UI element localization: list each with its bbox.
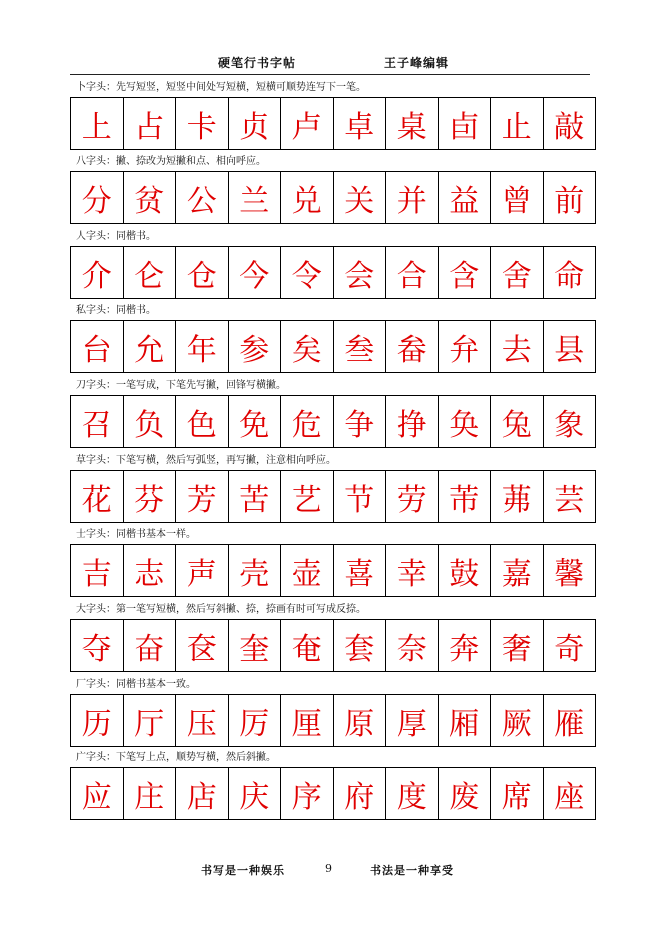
practice-char: 夺	[71, 620, 124, 671]
practice-char: 厢	[439, 695, 492, 746]
practice-char: 厉	[229, 695, 282, 746]
practice-char: 含	[439, 247, 492, 298]
practice-char: 奋	[124, 620, 177, 671]
practice-char: 芾	[439, 471, 492, 522]
practice-char: 卢	[281, 98, 334, 149]
page-footer	[0, 862, 666, 880]
practice-char: 益	[439, 172, 492, 223]
section-note: 厂字头：同楷书基本一致。	[76, 679, 196, 690]
practice-char: 危	[281, 396, 334, 447]
practice-char: 奎	[229, 620, 282, 671]
footer-motto-left: 书写是一种娱乐	[201, 864, 285, 877]
practice-char: 茀	[491, 471, 544, 522]
practice-char: 庄	[124, 768, 177, 819]
practice-char: 召	[71, 396, 124, 447]
practice-char: 曾	[491, 172, 544, 223]
practice-char: 历	[71, 695, 124, 746]
practice-char: 原	[334, 695, 387, 746]
practice-char: 贞	[229, 98, 282, 149]
practice-char: 桌	[386, 98, 439, 149]
practice-char: 仑	[124, 247, 177, 298]
practice-char: 芬	[124, 471, 177, 522]
practice-grid	[70, 320, 596, 373]
practice-char: 壶	[281, 545, 334, 596]
practice-char: 席	[491, 768, 544, 819]
practice-char: 止	[491, 98, 544, 149]
practice-char: 介	[71, 247, 124, 298]
practice-char: 免	[229, 396, 282, 447]
practice-char: 弁	[439, 321, 492, 372]
practice-char: 奢	[491, 620, 544, 671]
practice-char: 奂	[439, 396, 492, 447]
section-note: 士字头：同楷书基本一样。	[76, 529, 196, 540]
practice-section-bu	[70, 79, 598, 150]
practice-section-guang	[70, 749, 598, 820]
footer-motto-right: 书法是一种享受	[370, 864, 454, 877]
practice-char: 声	[176, 545, 229, 596]
practice-char: 色	[176, 396, 229, 447]
practice-grid	[70, 619, 596, 672]
practice-char: 命	[554, 258, 585, 294]
practice-grid	[70, 470, 596, 523]
practice-char: 象	[554, 407, 585, 443]
section-note: 广字头：下笔写上点，顺势写横，然后斜撇。	[76, 752, 276, 763]
practice-grid	[70, 97, 596, 150]
practice-char: 喜	[334, 545, 387, 596]
practice-section-ren	[70, 228, 598, 299]
practice-char: 兑	[281, 172, 334, 223]
practice-char: 争	[334, 396, 387, 447]
practice-char: 奄	[281, 620, 334, 671]
practice-char: 劳	[386, 471, 439, 522]
practice-section-chang	[70, 676, 598, 747]
practice-section-ba	[70, 153, 598, 224]
practice-char: 卡	[176, 98, 229, 149]
practice-char: 厘	[281, 695, 334, 746]
practice-char: 雁	[554, 706, 585, 742]
practice-char: 分	[71, 172, 124, 223]
practice-char: 贫	[124, 172, 177, 223]
practice-grid	[70, 395, 596, 448]
practice-char: 套	[334, 620, 387, 671]
practice-char: 卓	[334, 98, 387, 149]
practice-char: 参	[229, 321, 282, 372]
practice-char: 畚	[386, 321, 439, 372]
practice-char: 应	[71, 768, 124, 819]
practice-grid	[70, 544, 596, 597]
practice-char: 花	[71, 471, 124, 522]
practice-char: 厅	[124, 695, 177, 746]
practice-section-si	[70, 302, 598, 373]
practice-char: 负	[124, 396, 177, 447]
practice-grid	[70, 694, 596, 747]
practice-char: 公	[176, 172, 229, 223]
practice-section-da	[70, 601, 598, 672]
practice-char: 奈	[386, 620, 439, 671]
practice-char: 前	[554, 183, 585, 219]
practice-char: 并	[386, 172, 439, 223]
section-note: 私字头：同楷书。	[76, 305, 156, 316]
practice-char: 允	[124, 321, 177, 372]
practice-char: 鼓	[439, 545, 492, 596]
practice-char: 壳	[229, 545, 282, 596]
page-number: 9	[325, 862, 332, 875]
section-note: 八字头：撇、捺改为短撇和点、相向呼应。	[76, 156, 266, 167]
practice-char: 芸	[554, 482, 585, 518]
section-note: 刀字头：一笔写成，下笔先写撇，回锋写横撇。	[76, 380, 286, 391]
practice-char: 厥	[491, 695, 544, 746]
practice-grid	[70, 767, 596, 820]
practice-char: 序	[281, 768, 334, 819]
practice-char: 令	[281, 247, 334, 298]
practice-char: 志	[124, 545, 177, 596]
section-note: 卜字头：先写短竖，短竖中间处写短横，短横可顺势连写下一笔。	[76, 82, 366, 93]
section-note: 草字头：下笔写横，然后写弧竖，再写撇，注意相向呼应。	[76, 455, 336, 466]
practice-char: 艺	[281, 471, 334, 522]
practice-char: 上	[71, 98, 124, 149]
practice-char: 占	[124, 98, 177, 149]
book-title: 硬笔行书字帖	[218, 56, 297, 70]
page-header	[70, 54, 590, 74]
practice-char: 幸	[386, 545, 439, 596]
practice-char: 度	[386, 768, 439, 819]
practice-char: 馨	[554, 556, 585, 592]
practice-char: 仓	[176, 247, 229, 298]
practice-char: 店	[176, 768, 229, 819]
practice-char: 奇	[554, 631, 585, 667]
practice-char: 年	[176, 321, 229, 372]
practice-char: 会	[334, 247, 387, 298]
practice-char: 奔	[439, 620, 492, 671]
practice-char: 吉	[71, 545, 124, 596]
practice-char: 庆	[229, 768, 282, 819]
practice-char: 关	[334, 172, 387, 223]
practice-char: 去	[491, 321, 544, 372]
practice-char: 矣	[281, 321, 334, 372]
practice-char: 奁	[176, 620, 229, 671]
editor-name: 王子峰编辑	[384, 56, 450, 70]
practice-char: 敲	[554, 109, 585, 145]
practice-char: 兰	[229, 172, 282, 223]
practice-char: 舍	[491, 247, 544, 298]
practice-char: 卣	[439, 98, 492, 149]
practice-char: 兔	[491, 396, 544, 447]
practice-char: 压	[176, 695, 229, 746]
practice-grid	[70, 171, 596, 224]
section-note: 人字头：同楷书。	[76, 231, 156, 242]
practice-char: 苦	[229, 471, 282, 522]
practice-char: 叁	[334, 321, 387, 372]
practice-char: 挣	[386, 396, 439, 447]
header-divider	[70, 74, 590, 75]
practice-char: 县	[554, 332, 585, 368]
practice-grid	[70, 246, 596, 299]
practice-section-cao	[70, 452, 598, 523]
practice-char: 废	[439, 768, 492, 819]
practice-char: 嘉	[491, 545, 544, 596]
practice-char: 座	[554, 779, 585, 815]
section-note: 大字头：第一笔写短横，然后写斜撇、捺，捺画有时可写成反捺。	[76, 604, 366, 615]
practice-char: 芳	[176, 471, 229, 522]
practice-char: 合	[386, 247, 439, 298]
practice-section-shi	[70, 526, 598, 597]
practice-char: 今	[229, 247, 282, 298]
practice-char: 府	[334, 768, 387, 819]
practice-char: 节	[334, 471, 387, 522]
practice-char: 厚	[386, 695, 439, 746]
practice-char: 台	[71, 321, 124, 372]
practice-section-dao	[70, 377, 598, 448]
